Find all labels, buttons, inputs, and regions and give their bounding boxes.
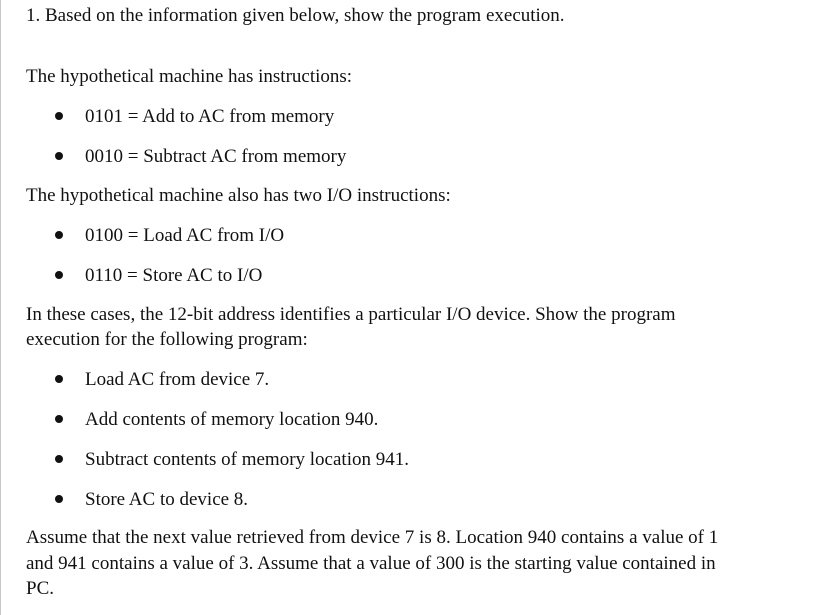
instruction-item-text: 0101 = Add to AC from memory	[85, 106, 335, 127]
assumptions-line-2: and 941 contains a value of 3. Assume that a value of 300 is the starting value contained in	[26, 553, 716, 574]
bullet-icon	[55, 271, 63, 279]
program-step	[55, 487, 248, 513]
program-intro-line-2: execution for the following program:	[26, 329, 308, 350]
instruction-item	[55, 144, 346, 170]
program-step	[55, 367, 269, 393]
io-instruction-item	[55, 263, 262, 289]
question-title: 1. Based on the information given below, show the program execution.	[26, 5, 565, 26]
io-instruction-item-text: 0100 = Load AC from I/O	[85, 225, 285, 246]
assumptions-line-1: Assume that the next value retrieved from device 7 is 8. Location 940 contains a value of 1	[26, 527, 719, 548]
program-step-text: Store AC to device 8.	[85, 489, 249, 510]
instruction-item-text: 0010 = Subtract AC from memory	[85, 146, 347, 167]
bullet-icon	[55, 112, 63, 120]
page-left-border	[0, 0, 1, 615]
io-intro: The hypothetical machine also has two I/O instructions:	[26, 185, 451, 206]
bullet-icon	[55, 231, 63, 239]
assumptions-line-3: PC.	[26, 578, 54, 599]
program-step-text: Load AC from device 7.	[85, 369, 270, 390]
instructions-intro: The hypothetical machine has instructions:	[26, 66, 353, 87]
io-instruction-item-text: 0110 = Store AC to I/O	[85, 265, 263, 286]
io-instruction-item	[55, 223, 284, 249]
program-step-text: Add contents of memory location 940.	[85, 409, 379, 430]
bullet-icon	[55, 415, 63, 423]
bullet-icon	[55, 455, 63, 463]
bullet-icon	[55, 152, 63, 160]
bullet-icon	[55, 495, 63, 503]
program-step-text: Subtract contents of memory location 941.	[85, 449, 409, 470]
instruction-item	[55, 104, 334, 130]
program-intro-line-1: In these cases, the 12-bit address identifies a particular I/O device. Show the program	[26, 304, 676, 325]
program-step	[55, 447, 409, 473]
bullet-icon	[55, 375, 63, 383]
program-step	[55, 407, 378, 433]
